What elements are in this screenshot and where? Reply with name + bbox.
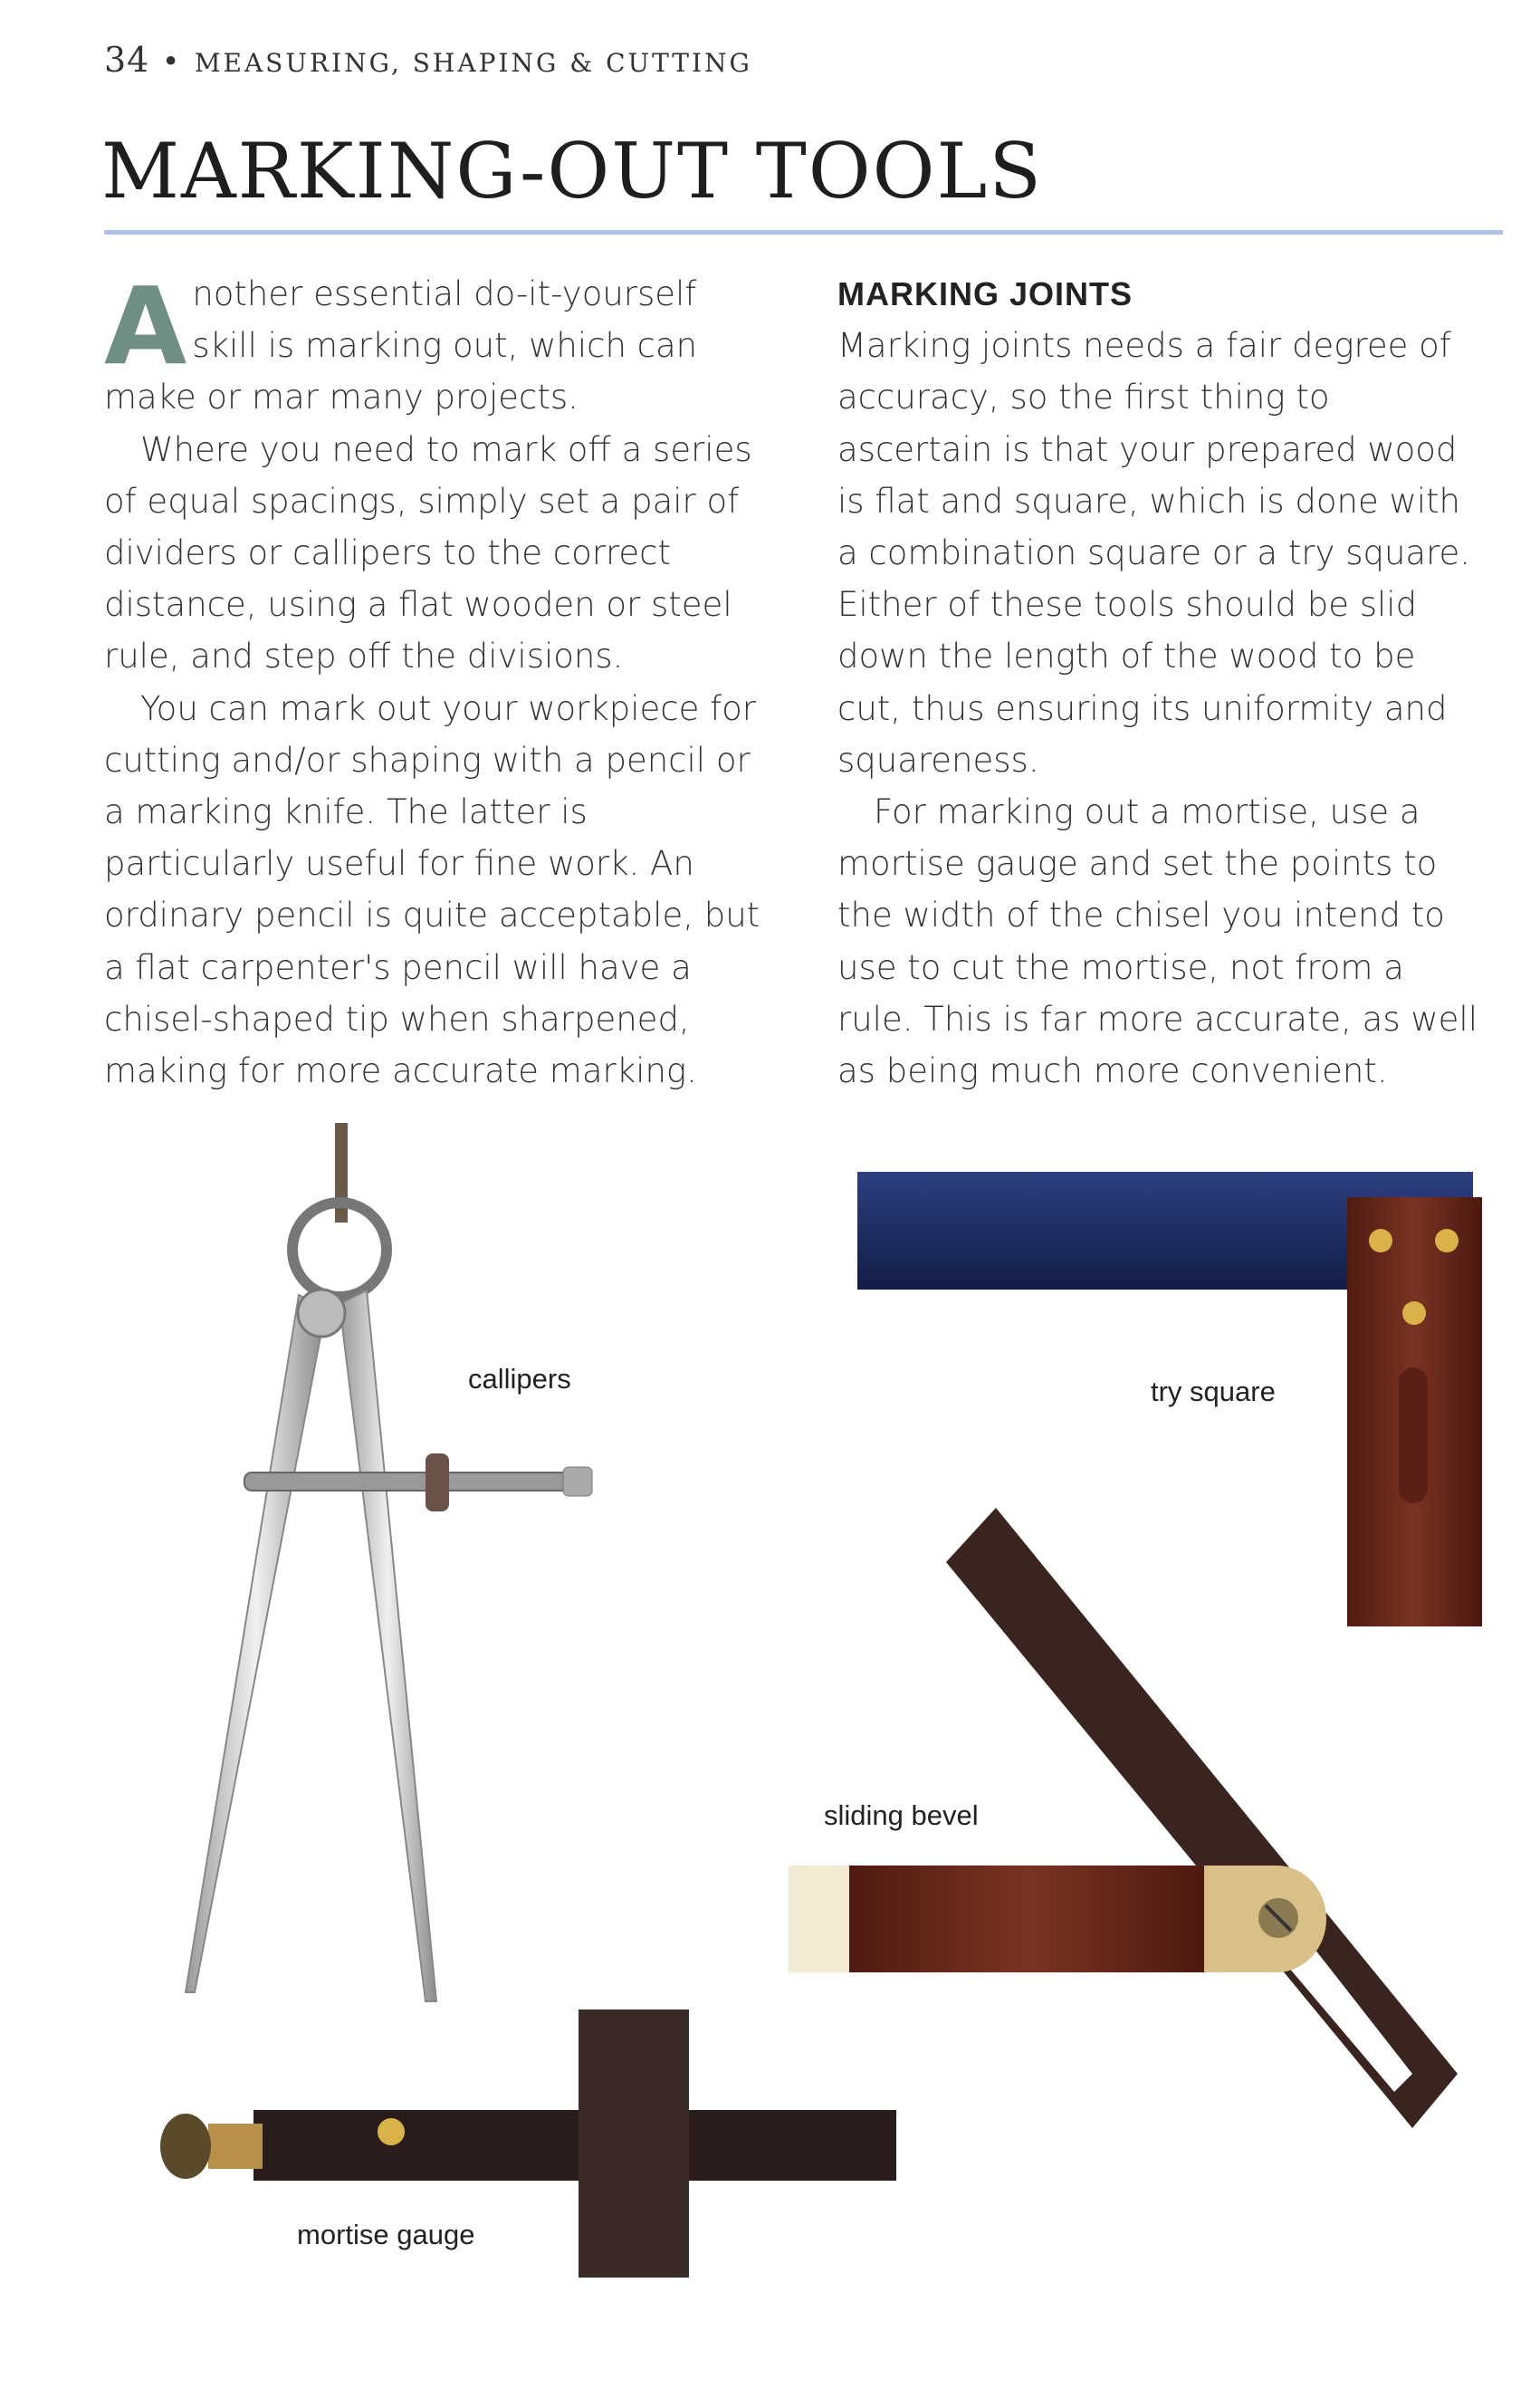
- subheading: MARKING JOINTS: [837, 275, 1133, 312]
- paragraph: You can mark out your workpiece for cutting and/or shaping with a pencil or a marking knife. The latter is particularly useful for fine work. An ordinary pencil is quite acceptable, but a flat carpenter's pencil will have a chisel-shaped tip when sharpened, making for more accurate marking.: [104, 688, 760, 1091]
- caption-callipers: callipers: [468, 1363, 571, 1395]
- paragraph: Marking joints needs a fair degree of accuracy, so the first thing to ascertain is that your prepared wood is flat and square, which is done with a combination square or a try square. Either of these tools should be slid down the length of the wood to be cut, thus ensuring its uniformity and squareness.: [837, 326, 1471, 780]
- header-bullet: •: [161, 43, 183, 79]
- paragraph: For marking out a mortise, use a mortise gauge and set the points to the width of the chisel you intend to use to cut the mortise, not from a rule. This is far more accurate, as well as being much more convenient.: [837, 792, 1478, 1091]
- section-title: MEASURING, SHAPING & CUTTING: [194, 48, 752, 78]
- caption-mortise-gauge: mortise gauge: [297, 2219, 475, 2250]
- page-title: MARKING-OUT TOOLS: [101, 127, 1043, 216]
- drop-cap: A: [104, 264, 187, 388]
- callipers-image: [186, 1123, 592, 2001]
- caption-try-square: try square: [1151, 1376, 1276, 1407]
- paragraph-text: nother essential do-it-yourself skill is marking out, which can make or mar many projects.: [104, 274, 698, 417]
- paragraph: Where you need to mark off a series of equal spacings, simply set a pair of dividers or callipers to the correct distance, using a flat wooden or steel rule, and step off the divisions.: [104, 429, 752, 676]
- caption-sliding-bevel: sliding bevel: [824, 1799, 979, 1831]
- page-number: 34: [104, 40, 150, 80]
- mortise-gauge-image: [160, 2010, 896, 2278]
